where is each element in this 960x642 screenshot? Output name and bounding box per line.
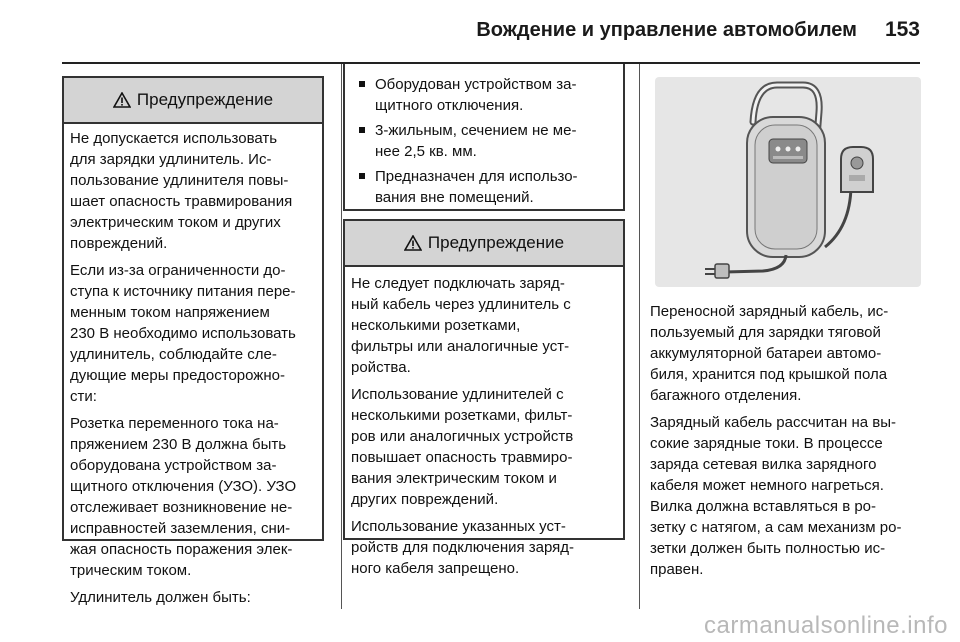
warning-header-1 bbox=[64, 76, 322, 124]
paragraph: Удлинитель должен быть: bbox=[70, 589, 251, 606]
warning-box-2 bbox=[343, 219, 625, 577]
page-number: 153 bbox=[884, 18, 920, 41]
bullet-list bbox=[345, 64, 623, 208]
watermark: carmanualsonline.info bbox=[704, 612, 948, 639]
warning-body-2 bbox=[345, 267, 623, 579]
bullet-square-icon bbox=[359, 127, 365, 133]
list-item: 3-жильным, сечением не ме- нее 2,5 кв. мм. bbox=[359, 120, 615, 162]
paragraph: Зарядный кабель рассчитан на вы- сокие зарядные токи. В процессе заряда сетевая вилка зарядного кабеля может немного нагреться. Вилка должна вставляться в ро- зетку с натягом, а сам механизм ро- зетки должен быть полностью ис- правен. bbox=[650, 414, 902, 578]
warning-triangle-icon bbox=[113, 92, 131, 108]
paragraph: Не следует подключать заряд- ный кабель через удлинитель с несколькими розетками, фильтры или аналогичные уст- ройства. bbox=[351, 275, 571, 376]
paragraph: Использование удлинителей с несколькими розетками, фильт- ров или аналогичных устройств повышает опасность травмиро- вания электрическим током и других повреждений. bbox=[351, 386, 574, 508]
warning-body-1 bbox=[64, 124, 322, 608]
paragraph: Не допускается использовать для зарядки удлинитель. Ис- пользование удлинителя повы- шает опасность травмирования электрическим током и других повреждений. bbox=[70, 130, 293, 252]
column-divider-2 bbox=[639, 64, 640, 609]
bullet-box-continued bbox=[343, 64, 625, 211]
list-item: Оборудован устройством за- щитного отключения. bbox=[359, 74, 615, 116]
page-header bbox=[476, 10, 920, 50]
column-divider-1 bbox=[341, 64, 342, 609]
page-title: Вождение и управление автомобилем bbox=[476, 18, 857, 41]
warning-box-1 bbox=[62, 76, 324, 606]
warning-title-2: Предупреждение bbox=[427, 233, 565, 252]
paragraph: Розетка переменного тока на- пряжением 230 В должна быть оборудована устройством за- щитного отключения (УЗО). УЗО отслеживает возникновение не- исправностей заземления, сни- жая опасность поражения элек- трическим током. bbox=[70, 415, 297, 579]
bullet-square-icon bbox=[359, 81, 365, 87]
column-3-text bbox=[650, 301, 926, 586]
warning-header-2 bbox=[345, 221, 623, 267]
charging-cable-drawing bbox=[655, 77, 921, 287]
warning-triangle-icon bbox=[404, 235, 422, 251]
charging-cable-illustration bbox=[655, 77, 921, 287]
warning-title-1: Предупреждение bbox=[136, 90, 274, 109]
paragraph: Переносной зарядный кабель, ис- пользуемый для зарядки тяговой аккумуляторной батареи автомо- биля, хранится под крышкой пола багажного отделения. bbox=[650, 303, 889, 404]
bullet-square-icon bbox=[359, 173, 365, 179]
paragraph: Использование указанных уст- ройств для подключения заряд- ного кабеля запрещено. bbox=[351, 518, 575, 577]
list-item: Предназначен для использо- вания вне помещений. bbox=[359, 166, 615, 208]
paragraph: Если из-за ограниченности до- ступа к источнику питания пере- менным током напряжением 230 В необходимо использовать удлинитель, соблюдайте сле- дующие меры предосторожно- сти: bbox=[70, 262, 296, 405]
